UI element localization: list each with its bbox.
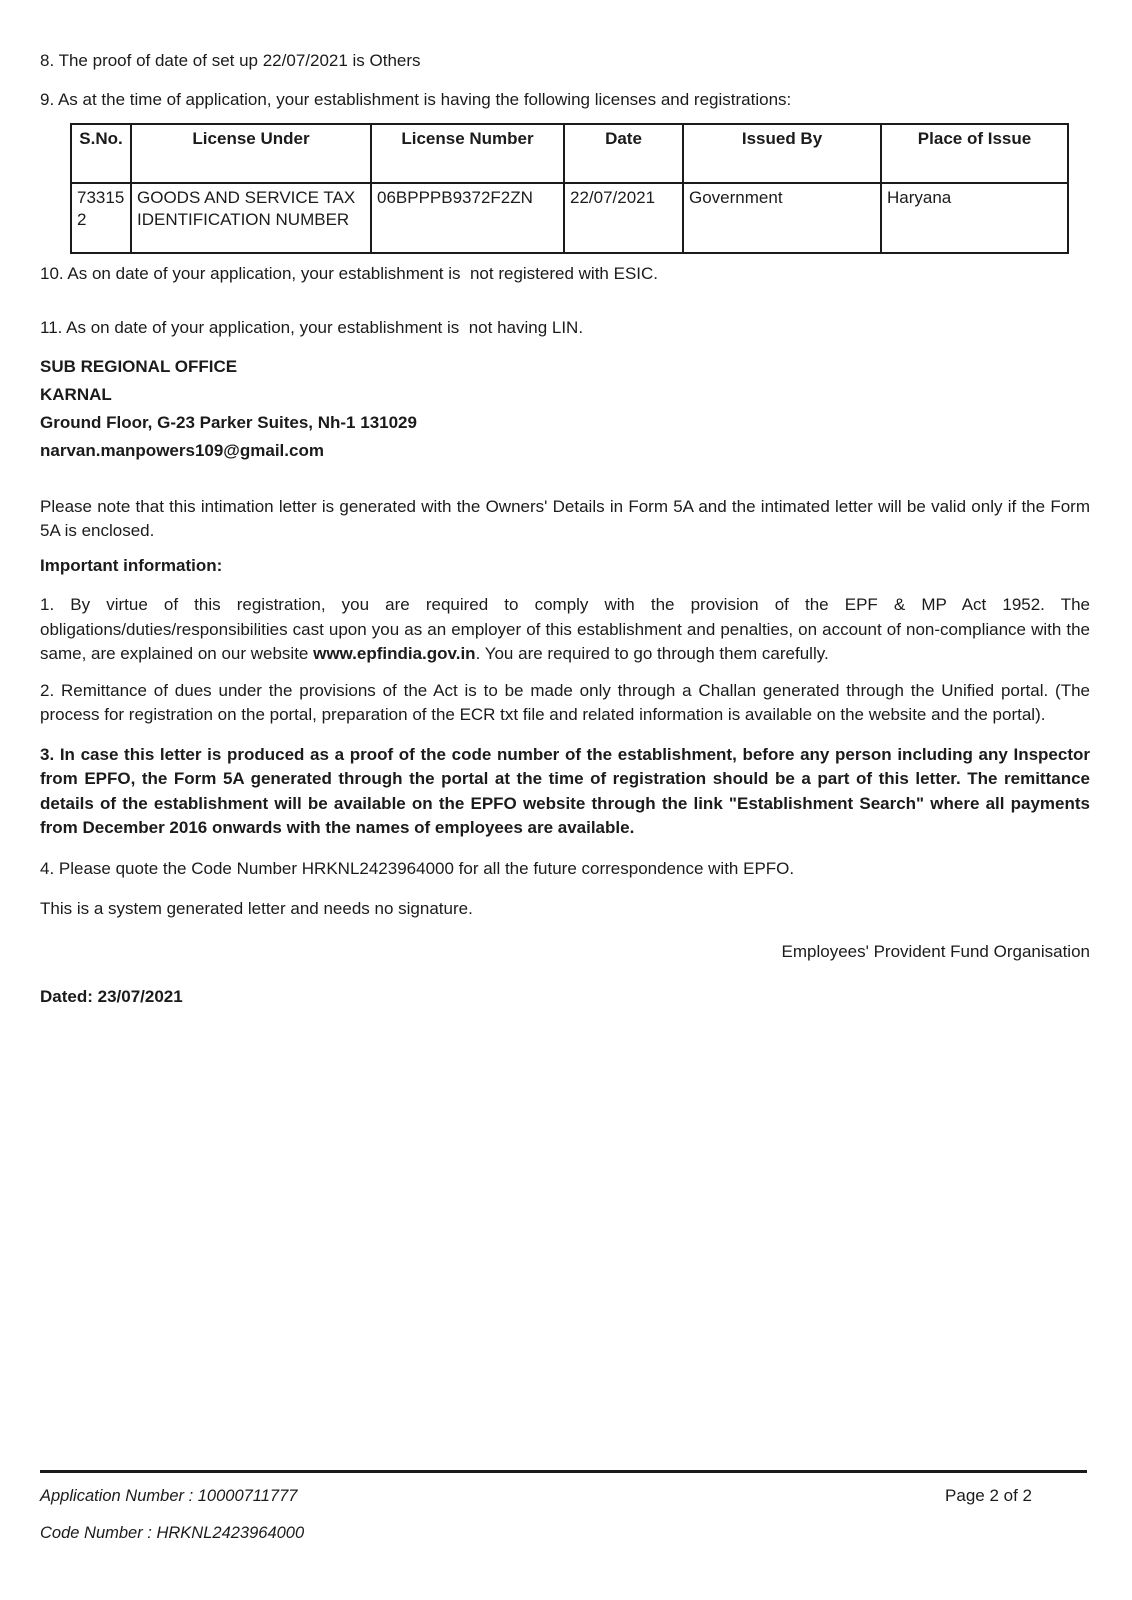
- cell-place-of-issue: Haryana: [881, 183, 1068, 253]
- important-para-4: 4. Please quote the Code Number HRKNL2423964000 for all the future correspondence with EPFO.: [40, 858, 795, 878]
- signature-organisation: Employees' Provident Fund Organisation: [781, 942, 1090, 961]
- important-information-heading: Important information:: [40, 556, 223, 575]
- epf-website-text: www.epfindia.gov.in: [313, 644, 476, 663]
- office-email: narvan.manpowers109@gmail.com: [40, 441, 324, 460]
- table-header-sno: S.No.: [71, 124, 131, 183]
- page-number: Page 2 of 2: [945, 1486, 1032, 1505]
- footer-first-row: [40, 1485, 1087, 1507]
- para-1-text-after: . You are required to go through them carefully.: [475, 644, 829, 663]
- table-header-issued-by: Issued By: [683, 124, 881, 183]
- letter-item-8: 8. The proof of date of set up 22/07/2021 is Others: [40, 51, 421, 70]
- table-header-license-number: License Number: [371, 124, 564, 183]
- important-para-1: [40, 593, 1090, 667]
- footer-divider: [40, 1470, 1087, 1473]
- office-address-block: [40, 353, 1090, 465]
- office-name: SUB REGIONAL OFFICE: [40, 357, 238, 376]
- table-header-license-under: License Under: [131, 124, 371, 183]
- office-city: KARNAL: [40, 385, 112, 404]
- cell-sno: 733152: [71, 183, 131, 253]
- cell-license-number: 06BPPPB9372F2ZN: [371, 183, 564, 253]
- cell-issued-by: Government: [683, 183, 881, 253]
- footer-second-row: [40, 1522, 1087, 1544]
- letter-item-11: 11. As on date of your application, your establishment is not having LIN.: [40, 318, 584, 337]
- letter-item-9: 9. As at the time of application, your establishment is having the following licenses and registrations:: [40, 90, 792, 109]
- table-header-place-of-issue: Place of Issue: [881, 124, 1068, 183]
- important-para-2: 2. Remittance of dues under the provisions of the Act is to be made only through a Challan generated through the Unified portal. (The process for registration on the portal, preparation of the ECR txt file and related information is available on the website and the portal).: [40, 680, 1090, 724]
- application-number: Application Number : 10000711777: [40, 1487, 298, 1505]
- form-5a-note: Please note that this intimation letter is generated with the Owners' Details in Form 5A and the intimated letter will be valid only if the Form 5A is enclosed.: [40, 497, 1090, 540]
- office-street-address: Ground Floor, G-23 Parker Suites, Nh-1 131029: [40, 413, 417, 432]
- letter-item-10: 10. As on date of your application, your establishment is not registered with ESIC.: [40, 264, 659, 283]
- system-generated-note: This is a system generated letter and needs no signature.: [40, 899, 473, 918]
- licenses-table-header-row: [71, 124, 1068, 183]
- cell-date: 22/07/2021: [564, 183, 683, 253]
- para-1-text-before: 1. By virtue of this registration, you are required to comply with the provision of the EPF & MP Act 1952. The obligations/duties/responsibilities cast upon you as an employer of this establishment and penalties, on account of non-compliance with the same, are explained on our website: [40, 595, 1090, 663]
- table-row: [71, 183, 1068, 253]
- code-number: Code Number : HRKNL2423964000: [40, 1524, 305, 1542]
- licenses-table: [70, 123, 1069, 254]
- page-footer: [40, 1470, 1087, 1544]
- table-header-date: Date: [564, 124, 683, 183]
- important-para-3: 3. In case this letter is produced as a proof of the code number of the establishment, before any person including any Inspector from EPFO, the Form 5A generated through the portal at the time of registration should be a part of this letter. The remittance details of the establishment will be available on the EPFO website through the link "Establishment Search" where all payments from December 2016 onwards with the names of employees are available.: [40, 744, 1090, 837]
- dated-line: Dated: 23/07/2021: [40, 987, 183, 1006]
- cell-license-under: GOODS AND SERVICE TAX IDENTIFICATION NUMBER: [131, 183, 371, 253]
